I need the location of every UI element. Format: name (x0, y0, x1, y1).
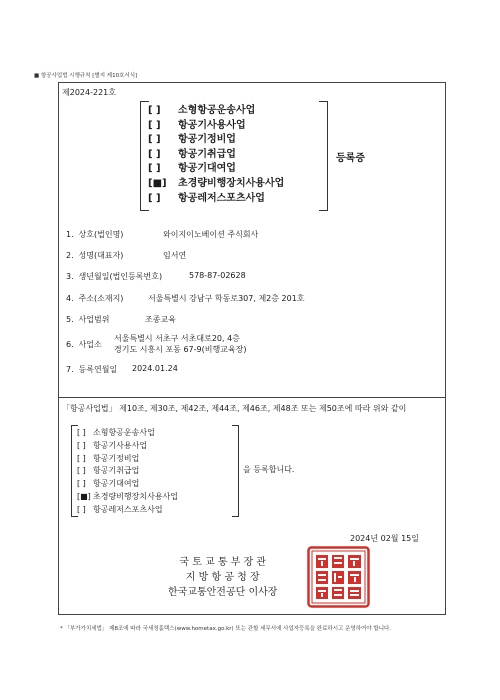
field-number: 2. (66, 251, 74, 260)
checkbox: [ ] (77, 440, 86, 450)
field-label: 성명(대표자) (78, 251, 124, 260)
field-address (66, 293, 305, 304)
business-type-label: 항공기사용사업 (178, 119, 246, 131)
field-number: 5. (66, 315, 74, 324)
list-item-label: 초경량비행장치사용사업 (93, 491, 179, 501)
checkbox: [ ] (77, 428, 86, 437)
business-type-list (148, 104, 284, 206)
law-statement: 「항공사업법」 제10조, 제30조, 제42조, 제44조, 제46조, 제48조 또는 제50조에 따라 위와 같이 (62, 404, 407, 413)
field-number: 4. (66, 294, 74, 303)
field-label: 생년월일(법인등록번호) (78, 272, 163, 281)
official-seal (307, 546, 370, 608)
field-value: 임서연 (163, 251, 187, 260)
list-item (77, 478, 178, 491)
issue-date: 2024년 02월 15일 (350, 534, 419, 543)
list-item-label: 항공기대여업 (93, 479, 140, 489)
field-registration-date (66, 364, 178, 375)
business-type-item (148, 148, 284, 163)
business-type-item (148, 104, 284, 119)
business-type-item (148, 119, 284, 134)
field-value: 2024.01.24 (132, 364, 178, 373)
list-item-label: 항공기정비업 (93, 453, 140, 463)
business-type-label: 항공기취급업 (178, 148, 236, 160)
checkbox: [■] (77, 491, 91, 501)
list-item (77, 465, 178, 478)
checkbox: [ ] (148, 119, 161, 131)
registration-suffix: 을 등록합니다. (243, 465, 295, 474)
registration-title: 등록증 (336, 153, 365, 164)
list-item (77, 440, 178, 453)
bracket-right-small (232, 425, 239, 517)
business-type-label: 초경량비행장치사용사업 (178, 177, 285, 189)
business-type-item (148, 133, 284, 148)
business-type-label: 항공기대여업 (178, 163, 236, 175)
field-label: 등록연월일 (78, 365, 118, 374)
list-item (77, 427, 178, 440)
checkbox: [ ] (77, 466, 86, 476)
issuer-block (168, 555, 277, 600)
bracket-right (319, 101, 328, 211)
checkbox: [ ] (148, 105, 161, 116)
checkbox: [ ] (148, 192, 161, 204)
list-item (77, 491, 178, 504)
business-type-list-small (77, 427, 178, 517)
list-item-label: 소형항공운송사업 (93, 428, 155, 437)
business-type-label: 항공레저스포츠사업 (178, 192, 265, 204)
checkbox: [■] (148, 177, 167, 189)
doc-number: 제2024-221호 (62, 88, 116, 97)
field-label: 주소(소재지) (78, 294, 124, 303)
business-type-label: 소형항공운송사업 (178, 105, 256, 116)
list-item-label: 항공기사용사업 (93, 440, 148, 450)
list-item (77, 504, 178, 517)
field-label: 상호(법인명) (78, 230, 124, 239)
field-number: 3. (66, 272, 74, 281)
business-type-item (148, 192, 284, 207)
list-item-label: 항공기취급업 (93, 466, 140, 476)
issuer-line: 한국교통안전공단 이사장 (168, 587, 278, 598)
field-value: 와이지이노베이션 주식회사 (163, 230, 259, 239)
field-number: 1. (66, 230, 74, 239)
checkbox: [ ] (148, 163, 161, 175)
field-value: 서울특별시 서초구 서초대로20, 4층 (114, 334, 240, 343)
checkbox: [ ] (77, 479, 86, 489)
field-value: 조종교육 (145, 315, 176, 324)
list-item-label: 항공레저스포츠사업 (93, 504, 163, 514)
issuer-line: 지 방 항 공 청 장 (185, 572, 260, 583)
field-company-name (66, 229, 259, 240)
business-type-item (148, 162, 284, 177)
business-type-item (148, 177, 284, 192)
field-registration-number (66, 271, 246, 282)
list-item (77, 453, 178, 466)
checkbox: [ ] (77, 453, 86, 463)
checkbox: [ ] (77, 504, 86, 514)
field-business-scope (66, 314, 176, 325)
form-header-note: ■ 항공사업법 시행규칙 [별지 제10호서식] (34, 73, 138, 79)
field-value-line2: 경기도 시흥시 포동 67-9(비행교육장) (114, 345, 247, 354)
footnote: * 「부가가치세법」 제8조에 따라 국세청홈택스(www.hometax.go.kr) 또는 관할 세무서에 사업자등록을 완료하시고 운영하여야 합니다. (60, 626, 392, 632)
field-label: 사업범위 (78, 315, 110, 324)
checkbox: [ ] (148, 148, 161, 160)
field-number: 7. (66, 365, 74, 374)
business-type-label: 항공기정비업 (178, 134, 236, 146)
field-value: 서울특별시 강남구 학동로307, 제2층 201호 (148, 294, 305, 303)
issuer-line: 국 토 교 통 부 장 관 (179, 557, 267, 568)
field-representative (66, 250, 187, 261)
field-label: 사업소 (78, 340, 102, 349)
field-value: 578-87-02628 (189, 271, 246, 280)
checkbox: [ ] (148, 134, 161, 146)
field-business-office (66, 334, 247, 354)
field-number: 6. (66, 340, 74, 349)
